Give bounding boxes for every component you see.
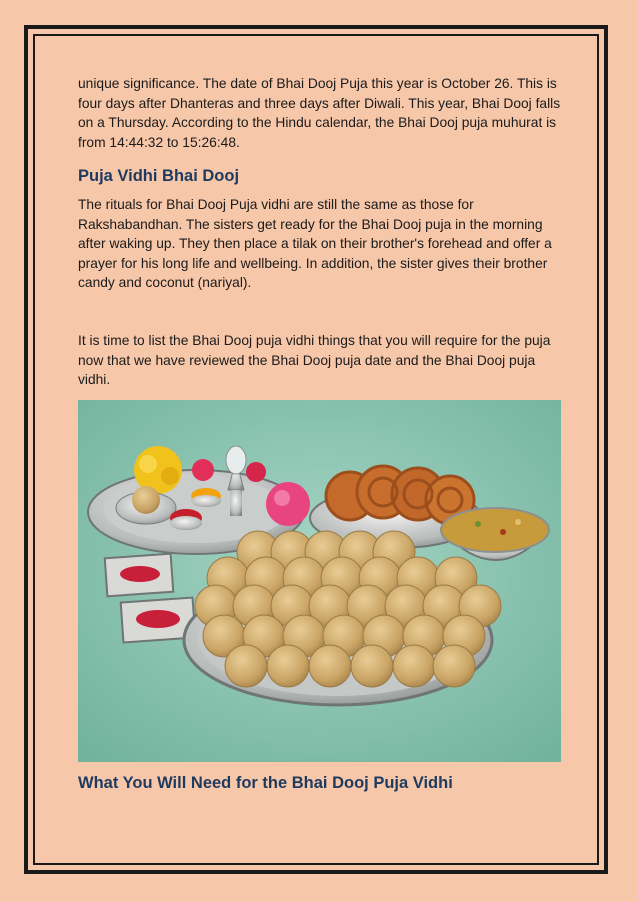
section-heading-puja-vidhi: Puja Vidhi Bhai Dooj — [78, 167, 240, 185]
ladoo — [309, 645, 351, 687]
ladoo — [267, 645, 309, 687]
ladoo — [433, 645, 475, 687]
list-intro-paragraph: It is time to list the Bhai Dooj puja vidhi things that you will require for the puja now that we have reviewed the Bhai Dooj puja date and the Bhai Dooj puja vidhi. — [78, 333, 551, 387]
intro-paragraph: unique significance. The date of Bhai Dooj Puja this year is October 26. This is four days after Dhanteras and three days after Diwali. This year, Bhai Dooj falls on a Thursday. According to the Hindu calendar, the Bhai Dooj puja muhurat is from 14:44:32 to 15:26:48. — [78, 76, 561, 150]
puja-thali-sweets-photo — [78, 400, 561, 762]
ladoo — [393, 645, 435, 687]
rituals-paragraph: The rituals for Bhai Dooj Puja vidhi are still the same as those for Rakshabandhan. The sisters get ready for the Bhai Dooj puja in the morning after waking up. They then place a tilak on their brother's forehead and offer a prayer for his long life and wellbeing. In addition, the sister gives their brother candy and coconut (nariyal). — [78, 197, 552, 290]
ladoo — [351, 645, 393, 687]
section-heading-what-you-need: What You Will Need for the Bhai Dooj Puja Vidhi — [78, 774, 453, 792]
ladoo — [225, 645, 267, 687]
